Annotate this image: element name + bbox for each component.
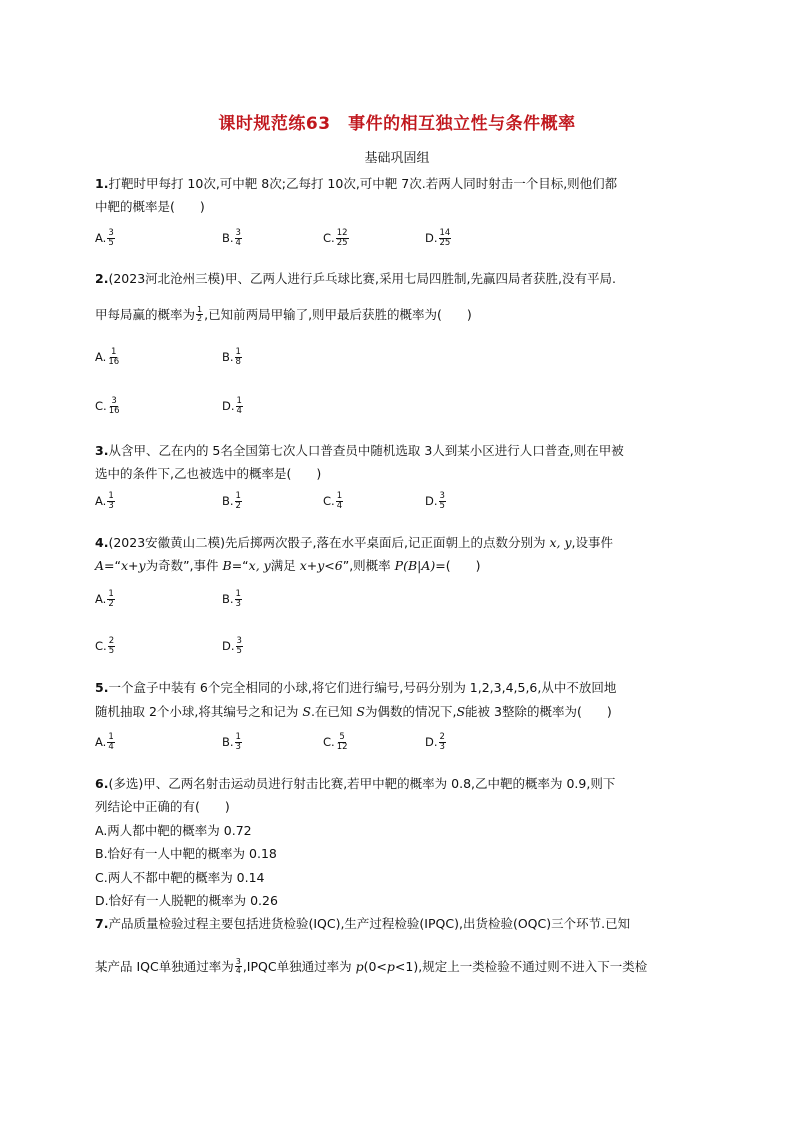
option-d[interactable]: D. $\frac{3}{5}$ xyxy=(425,491,445,511)
option-b[interactable]: B. $\frac{1}{8}$ xyxy=(222,347,241,367)
question-2-line-1: 2.(2023河北沧州三模)甲、乙两人进行乒乓球比赛,采用七局四胜制,先赢四局者获胜,没有平局. xyxy=(95,271,616,286)
fraction: $\frac{1}{2}$ xyxy=(108,589,114,609)
option-b[interactable]: B. $\frac{1}{3}$ xyxy=(222,732,241,752)
question-7-line-2: 某产品 IQC单独通过率为 $\frac{3}{4}$ ,IPQC单独通过率为 p(0<p<1),规定上一类检验不通过则不进入下一类检 xyxy=(95,957,648,975)
option-d[interactable]: D.恰好有一人脱靶的概率为 0.26 xyxy=(95,893,278,908)
option-a[interactable]: A.两人都中靶的概率为 0.72 xyxy=(95,823,252,838)
option-c[interactable]: C.两人不都中靶的概率为 0.14 xyxy=(95,870,265,885)
fraction: $\frac{1}{2}$ xyxy=(235,491,241,511)
option-d[interactable]: D. $\frac{1}{4}$ xyxy=(222,396,242,416)
option-a[interactable]: A. $\frac{1}{3}$ xyxy=(95,491,114,511)
fraction: $\frac{1}{3}$ xyxy=(108,491,114,511)
option-b[interactable]: B. $\frac{1}{2}$ xyxy=(222,491,241,511)
question-1-line-1: 1.打靶时甲每打 10次,可中靶 8次;乙每打 10次,可中靶 7次.若两人同时射击一个目标,则他们都 xyxy=(95,176,618,191)
fraction: $\frac{3}{5}$ xyxy=(236,636,242,656)
fraction: $\frac{3}{4}$ xyxy=(235,957,241,975)
option-c[interactable]: C. $\frac{12}{25}$ xyxy=(323,228,348,248)
option-c[interactable]: C. $\frac{2}{5}$ xyxy=(95,636,115,656)
fraction: $\frac{1}{3}$ xyxy=(235,732,241,752)
question-7-line-1: 7.产品质量检验过程主要包括进货检验(IQC),生产过程检验(IPQC),出货检验(OQC)三个环节.已知 xyxy=(95,916,631,931)
option-a[interactable]: A. $\frac{1}{16}$ xyxy=(95,347,120,367)
fraction: $\frac{3}{16}$ xyxy=(108,396,120,416)
fraction: $\frac{14}{25}$ xyxy=(439,228,451,248)
question-6-line-1: 6.(多选)甲、乙两名射击运动员进行射击比赛,若甲中靶的概率为 0.8,乙中靶的概率为 0.9,则下 xyxy=(95,776,616,791)
fraction: $\frac{1}{2}$ xyxy=(197,305,203,323)
fraction: $\frac{12}{25}$ xyxy=(336,228,348,248)
question-4-line-1: 4.(2023安徽黄山二模)先后掷两次骰子,落在水平桌面后,记正面朝上的点数分别为 x, y,设事件 xyxy=(95,535,613,550)
fraction: $\frac{1}{4}$ xyxy=(336,491,343,511)
option-b[interactable]: B. $\frac{3}{4}$ xyxy=(222,228,241,248)
question-number: 1. xyxy=(95,176,109,191)
question-6-line-2: 列结论中正确的有( ) xyxy=(95,799,230,814)
question-1-line-2: 中靶的概率是( ) xyxy=(95,199,205,214)
fraction: $\frac{3}{4}$ xyxy=(235,228,241,248)
option-d[interactable]: D. $\frac{14}{25}$ xyxy=(425,228,451,248)
question-4-line-2: A=“x+y为奇数”,事件 B=“x, y满足 x+y<6”,则概率 P(B|A)=( ) xyxy=(95,558,481,573)
page-title: 课时规范练63 事件的相互独立性与条件概率 xyxy=(218,114,576,134)
fraction: $\frac{1}{8}$ xyxy=(235,347,241,367)
option-a[interactable]: A. $\frac{1}{4}$ xyxy=(95,732,114,752)
question-5-line-2: 随机抽取 2个小球,将其编号之和记为 S.在已知 S为偶数的情况下,S能被 3整除的概率为( ) xyxy=(95,704,612,719)
option-c[interactable]: C. $\frac{1}{4}$ xyxy=(323,491,343,511)
question-3-line-1: 3.从含甲、乙在内的 5名全国第七次人口普查员中随机选取 3人到某小区进行人口普查,则在甲被 xyxy=(95,443,624,458)
fraction: $\frac{3}{5}$ xyxy=(439,491,445,511)
fraction: $\frac{5}{12}$ xyxy=(336,732,348,752)
fraction: $\frac{1}{4}$ xyxy=(236,396,242,416)
fraction: $\frac{2}{3}$ xyxy=(439,732,445,752)
option-b[interactable]: B.恰好有一人中靶的概率为 0.18 xyxy=(95,846,277,861)
fraction: $\frac{3}{5}$ xyxy=(108,228,114,248)
option-c[interactable]: C. $\frac{3}{16}$ xyxy=(95,396,120,416)
fraction: $\frac{1}{4}$ xyxy=(108,732,114,752)
option-a[interactable]: A. $\frac{3}{5}$ xyxy=(95,228,114,248)
option-d[interactable]: D. $\frac{2}{3}$ xyxy=(425,732,445,752)
section-heading: 基础巩固组 xyxy=(364,151,430,166)
option-b[interactable]: B. $\frac{1}{3}$ xyxy=(222,589,241,609)
option-c[interactable]: C. $\frac{5}{12}$ xyxy=(323,732,348,752)
question-3-line-2: 选中的条件下,乙也被选中的概率是( ) xyxy=(95,466,322,481)
question-5-line-1: 5.一个盒子中装有 6个完全相同的小球,将它们进行编号,号码分别为 1,2,3,4,5,6,从中不放回地 xyxy=(95,680,617,695)
fraction: $\frac{1}{16}$ xyxy=(108,347,120,367)
option-a[interactable]: A. $\frac{1}{2}$ xyxy=(95,589,114,609)
fraction: $\frac{1}{3}$ xyxy=(235,589,241,609)
option-d[interactable]: D. $\frac{3}{5}$ xyxy=(222,636,242,656)
question-2-line-2: 甲每局赢的概率为 $\frac{1}{2}$ ,已知前两局甲输了,则甲最后获胜的概率为( ) xyxy=(95,305,472,323)
fraction: $\frac{2}{5}$ xyxy=(108,636,115,656)
